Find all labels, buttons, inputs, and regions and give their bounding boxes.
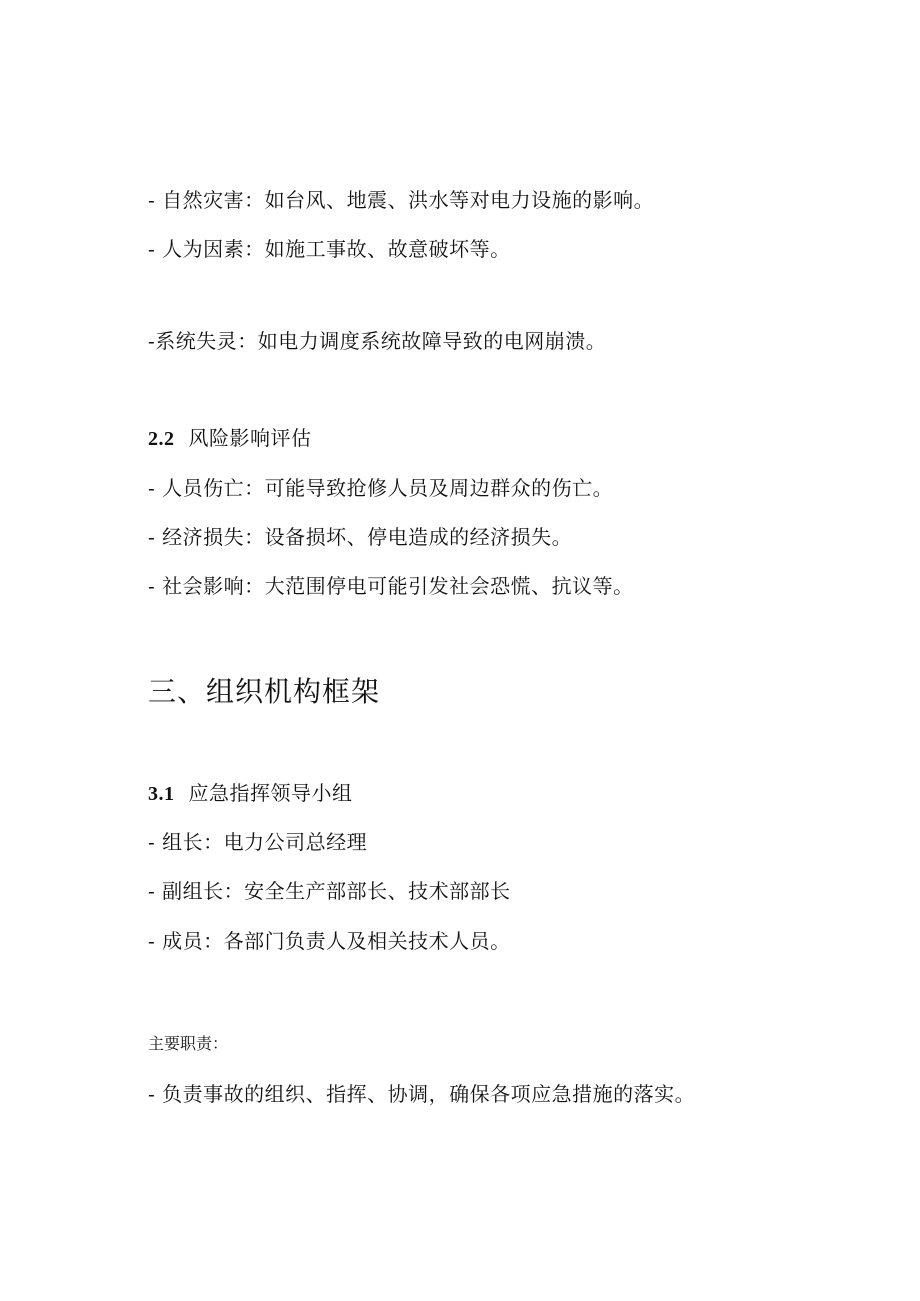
member-item-leader: - 组长：电力公司总经理 [148,830,368,854]
risk-item-human-factor: - 人为因素：如施工事故、故意破坏等。 [148,237,511,261]
risk-item-system-failure: -系统失灵：如电力调度系统故障导致的电网崩溃。 [148,329,607,353]
duties-label: 主要职责： [148,1034,229,1053]
duty-item: - 负责事故的组织、指挥、协调，确保各项应急措施的落实。 [148,1082,696,1106]
section-title: 应急指挥领导小组 [188,781,353,805]
section-number: 2.2 [148,428,175,450]
impact-item-social-impact: - 社会影响：大范围停电可能引发社会恐慌、抗议等。 [148,574,634,598]
member-item-members: - 成员：各部门负责人及相关技术人员。 [148,929,511,953]
section-heading-3-1 [148,779,353,808]
section-number: 3.1 [148,783,175,805]
section-heading-2-2 [148,424,312,453]
impact-item-economic-loss: - 经济损失：设备损坏、停电造成的经济损失。 [148,525,573,549]
risk-item-natural-disaster: - 自然灾害：如台风、地震、洪水等对电力设施的影响。 [148,188,655,212]
chapter-title: 三、组织机构框架 [148,675,381,708]
impact-item-casualties: - 人员伤亡：可能导致抢修人员及周边群众的伤亡。 [148,476,614,500]
section-title: 风险影响评估 [188,426,312,450]
member-item-deputy-leader: - 副组长：安全生产部部长、技术部部长 [148,879,511,903]
